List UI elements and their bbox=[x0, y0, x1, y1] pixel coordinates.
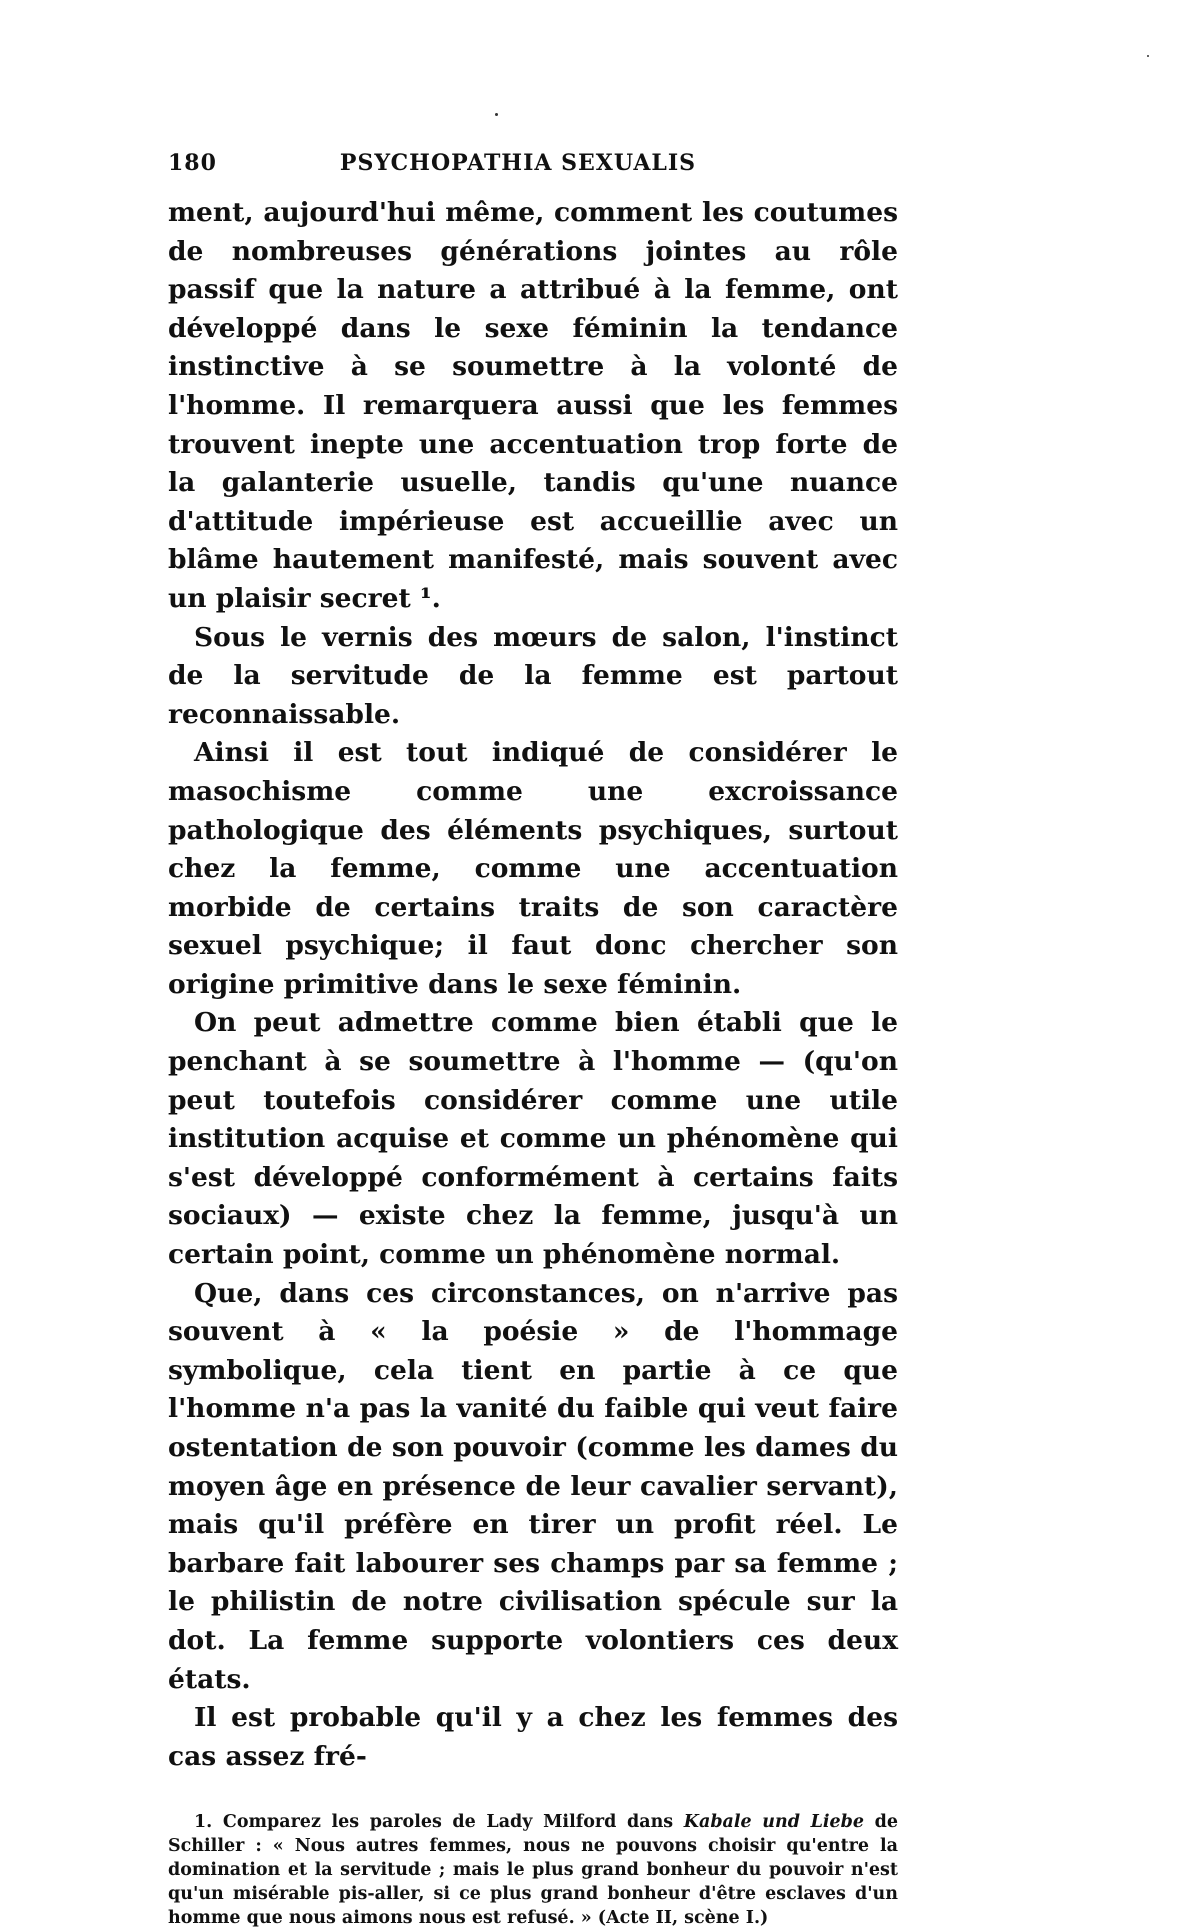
scan-speck bbox=[495, 113, 498, 116]
running-title: PSYCHOPATHIA SEXUALIS bbox=[339, 150, 697, 176]
paragraph: Que, dans ces circonstances, on n'arrive pas souvent à « la poésie » de l'hommage symbolique, cela tient en partie à ce que l'homme n'a pas la vanité du faible qui veut faire ostentation de son pouvoir (comme les dames du moyen âge en présence de leur cavalier servant), mais qu'il préfère en tirer un profit réel. Le barbare fait labourer ses champs par sa femme ; le philistin de notre civilisation spécule sur la dot. La femme supporte volontiers ces deux états. bbox=[168, 1277, 898, 1695]
footnote bbox=[168, 1810, 898, 1930]
page-number: 180 bbox=[168, 150, 217, 176]
running-header bbox=[168, 150, 898, 190]
paragraph: On peut admettre comme bien établi que le penchant à se soumettre à l'homme — (qu'on peut toutefois considérer comme une utile institution acquise et comme un phénomène qui s'est développé conformément à certains faits sociaux) — existe chez la femme, jusqu'à un certain point, comme un phénomène normal. bbox=[168, 1007, 898, 1271]
paragraph: Sous le vernis des mœurs de salon, l'instinct de la servitude de la femme est partout reconnaissable. bbox=[168, 621, 898, 730]
paragraph: Ainsi il est tout indiqué de considérer le masochisme comme une excroissance pathologique des éléments psychiques, surtout chez la femme, comme une accentuation morbide de certains traits de son caractère sexuel psychique; il faut donc chercher son origine primitive dans le sexe féminin. bbox=[168, 737, 898, 1000]
book-page bbox=[168, 150, 898, 1930]
footnote-text: Comparez les paroles de Lady Milford dans bbox=[222, 1812, 684, 1833]
footnote-work-title: Kabale und Liebe bbox=[683, 1812, 865, 1833]
footnote-marker: 1. bbox=[194, 1812, 213, 1833]
paragraph: Il est probable qu'il y a chez les femmes des cas assez fré- bbox=[168, 1702, 898, 1772]
scan-speck bbox=[1147, 55, 1149, 57]
footnotes bbox=[168, 1810, 898, 1930]
paragraph: ment, aujourd'hui même, comment les coutumes de nombreuses générations jointes au rôle passif que la nature a attribué à la femme, ont développé dans le sexe féminin la tendance instinctive à se soumettre à la volonté de l'homme. Il remarquera aussi que les femmes trouvent inepte une accentuation trop forte de la galanterie usuelle, tandis qu'une nuance d'attitude impérieuse est accueillie avec un blâme hautement manifesté, mais souvent avec un plaisir secret ¹. bbox=[168, 197, 898, 614]
footnote-text: de Schiller : « Nous autres femmes, nous ne pouvons choisir qu'entre la domination et la servitude ; mais le plus grand bonheur du pouvoir n'est qu'un misérable pis-aller, si ce plus grand bonheur d'être esclaves d'un homme que nous aimons nous est refusé. » (Acte II, scène I.) bbox=[168, 1812, 899, 1929]
body-text bbox=[168, 194, 898, 1776]
